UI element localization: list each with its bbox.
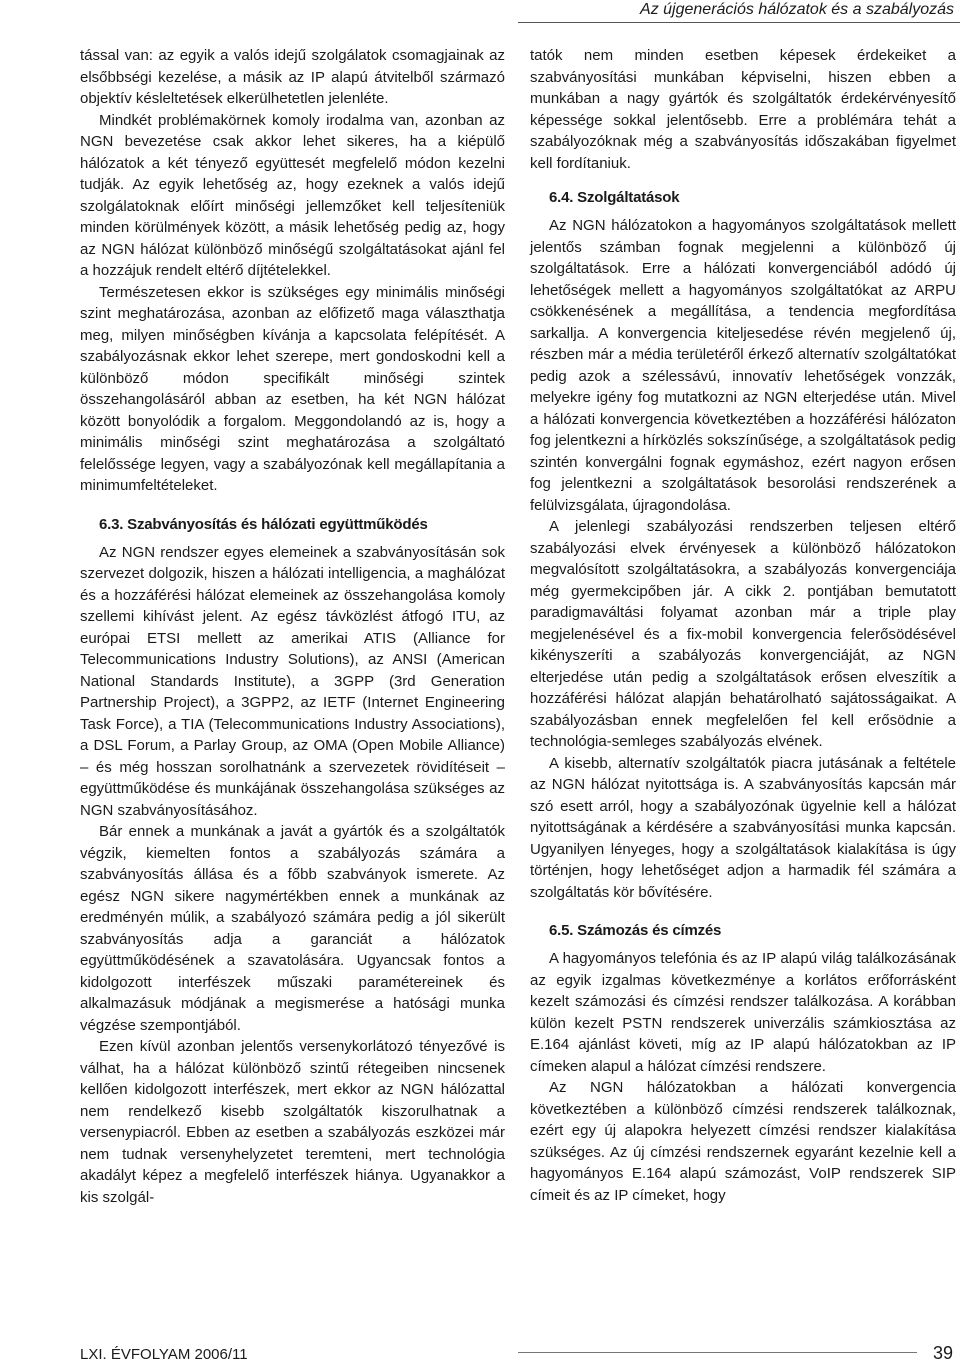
left-column — [80, 45, 505, 1208]
section-heading-6-3: 6.3. Szabványosítás és hálózati együttműködés — [99, 515, 428, 533]
paragraph: Bár ennek a munkának a javát a gyártók és a szolgáltatók végzik, kiemelten fontos a szabályozás számára a szabványosítás állása és a főbb szabványok ismerete. Az egész NGN sikere nagymértékben ennek a munkának az eredményén múlik, a szabályozó számára pedig a jól sikerült szabványosítás adja a garanciát a hálózatok együttműködésének a szavatolására. Ugyancsak fontos a kidolgozott interfészek műszaki paramétereinek és alkalmazásuk módjának a megismerése a hatósági munka végzése szempontjából. — [80, 823, 505, 1034]
paragraph: Az NGN hálózatokon a hagyományos szolgáltatások mellett jelentős számban fognak megjelenni a különböző új szolgáltatások. Erre a hálózati konvergenciából adódó új lehetőségek mellett a hagyományos szolgáltatókat az ARPU csökkenésének a megállítása, a tendencia megfordítása sarkallja. A konvergencia kiteljesedése révén megjelenő új, részben már a média területéről érkező alternatív szolgáltatókat pedig azok a szélessávú, innovatív lehetőségek vonzzák, melyekre igény fog mutatkozni az NGN elterjedése után. Mivel a hálózati konvergencia következtében a hozzáférési hálózaton fog jelentkezni a hírközlés sokszínűsége, a szolgáltatások pedig szintén konvergálni fognak egymáshoz, ezért nagyon erősen fog jelentkezni a szolgáltatások besorolási rendszerének a felülvizsgálata, újragondolása. — [530, 217, 956, 514]
running-header — [0, 0, 960, 36]
paragraph: A kisebb, alternatív szolgáltatók piacra jutásának a feltétele az NGN hálózat nyitottsága is. A szabványosítás kapcsán már szó esett arról, hogy a szabályozónak ügyelnie kell a hálózat nyitottságának a kérdésére a szabványosítási munka kapcsán. Ugyanilyen lényeges, hogy a szolgáltatások kialakítása is úgy történjen, hogy lehetőséget adjon a harmadik fél számára a szolgáltatás kör bővítésére. — [530, 754, 956, 901]
paragraph: Természetesen ekkor is szükséges egy minimális minőségi szint meghatározása, azonban az előfizető maga választhatja meg, milyen minőségben kívánja a kapcsolata felépítését. A szabályozásnak ekkor lehet szerepe, mert gondoskodni kell a különböző módon specifikált minőségi szintek összehangolásáról abban az esetben, ha két NGN hálózat között bonyolódik a forgalom. Meggondolandó az is, hogy a minimális minőségi szint meghatározása a szolgáltató felelőssége legyen, vagy a szabályozónak kell megállapítania a minimumfeltételeket. — [80, 283, 505, 494]
paragraph: Az NGN rendszer egyes elemeinek a szabványosításán sok szervezet dolgozik, hiszen a hálózati intelligencia, a maghálózat és a hozzáférési hálózat elemeinek az összehangolása komoly szellemi kihívást jelent. Az egész távközlést átfogó ITU, az európai ETSI mellett az amerikai ATIS (Alliance for Telecommunications Industry Solutions), az ANSI (American National Standards Institute), a 3GPP (3rd Generation Partnership Project), a 3GPP2, az IETF (Internet Engineering Task Force), a TIA (Telecommunications Industry Associations), a DSL Forum, a Parlay Group, az OMA (Open Mobile Alliance) – és még hosszan sorolhatnánk a szervezetek rövidítéseit – együttműködése és munkájának összehangolása szükséges az NGN szabványosításához. — [80, 543, 505, 819]
section-heading-6-5: 6.5. Számozás és címzés — [549, 922, 722, 939]
section-heading-6-4: 6.4. Szolgáltatások — [549, 189, 680, 206]
footer-rule — [518, 1352, 917, 1353]
right-column — [530, 45, 956, 1206]
page-number: 39 — [932, 1343, 953, 1363]
paragraph: Mindkét problémakörnek komoly irodalma van, azonban az NGN bevezetése csak akkor lehet sikeres, ha a kiépülő hálózatok a két tényező együttesét megfelelő módon kezelni tudják. Az egyik lehetőség az, hogy ezeknek a valós idejű szolgálatoknak előírt minőségi jellemzőket kell teljesíteniük minden körülmények között, a másik lehetőség pedig az, hogy az NGN hálózat különböző minőségű szolgáltatásokat ajánl fel a hozzájuk rendelt eltérő díjtételekkel. — [80, 111, 505, 279]
paragraph: tatók nem minden esetben képesek érdekeiket a szabványosítási munkában képviselni, hiszen ebben a munkában a nagy gyártók és szolgáltatók érdekérvényesítő képessége sokkal jelentősebb. Erre a problémára tehát a szabályozóknak még a szabványosítás időszakában figyelmet kell fordítaniuk. — [530, 47, 956, 172]
paragraph: Az NGN hálózatokban a hálózati konvergencia következtében a különböző címzési rendszerek találkoznak, ezért egy új alapokra helyezett címzési rendszer kialakítása szükséges. Az új címzési rendszernek egyaránt kezelnie kell a hagyományos E.164 alapú számozást, VoIP rendszerek SIP címeit és az IP címeket, hogy — [530, 1079, 956, 1204]
header-title: Az újgenerációs hálózatok és a szabályozás — [632, 0, 954, 20]
footer-volume: LXI. ÉVFOLYAM 2006/11 — [80, 1346, 248, 1363]
paragraph: tással van: az egyik a valós idejű szolgálatok csomagjainak az elsőbbségi kezelése, a másik az IP alapú átvitelből származó objektív késleltetések elkerülhetetlen jelenléte. — [80, 47, 505, 107]
header-rule — [518, 22, 960, 23]
paragraph: Ezen kívül azonban jelentős versenykorlátozó tényezővé is válhat, ha a hálózat különböző szintű rétegeiben nincsenek kellően kidolgozott interfészek, mert ekkor az NGN hálózattal nem rendelkező kisebb szolgáltatók kiszorulhatnak a versenypiacról. Ebben az esetben a szabályozás eszközei már nem tudnak versenyhelyzetet teremteni, mert technológia akadályt képez a megfelelő interfészek hiánya. Ugyanakkor a kis szolgál- — [80, 1038, 505, 1206]
paragraph: A jelenlegi szabályozási rendszerben teljesen eltérő szabályozási elvek érvényesek a különböző hálózatokon megvalósított szolgáltatásokra, a szabályozás konvergenciája még gyermekcipőben jár. A cikk 2. pontjában bemutatott paradigmaváltási folyamat azonban már a triple play megjelenésével és a fix-mobil konvergencia felerősödésével kikényszeríti a szabályozás konvergenciáját, az NGN elterjedése után pedig a szolgáltatások erősen elveszítik a hozzáférési hálózat alapján behatárolható sajátosságaikat. A szabályozásban ennek megfelelően fel kell erősödnie a technológia-semleges szabályozás elvének. — [530, 518, 956, 750]
paragraph: A hagyományos telefónia és az IP alapú világ találkozásának az egyik izgalmas következménye a korlátos erőforrásként kezelt számozási és címzési rendszer találkozása. A korábban külön kezelt PSTN rendszerek univerzális számkiosztása az E.164 ajánlást követi, míg az IP alapú hálózatokban az IP címeken alapul a hálózat címzési rendszere. — [530, 950, 956, 1075]
